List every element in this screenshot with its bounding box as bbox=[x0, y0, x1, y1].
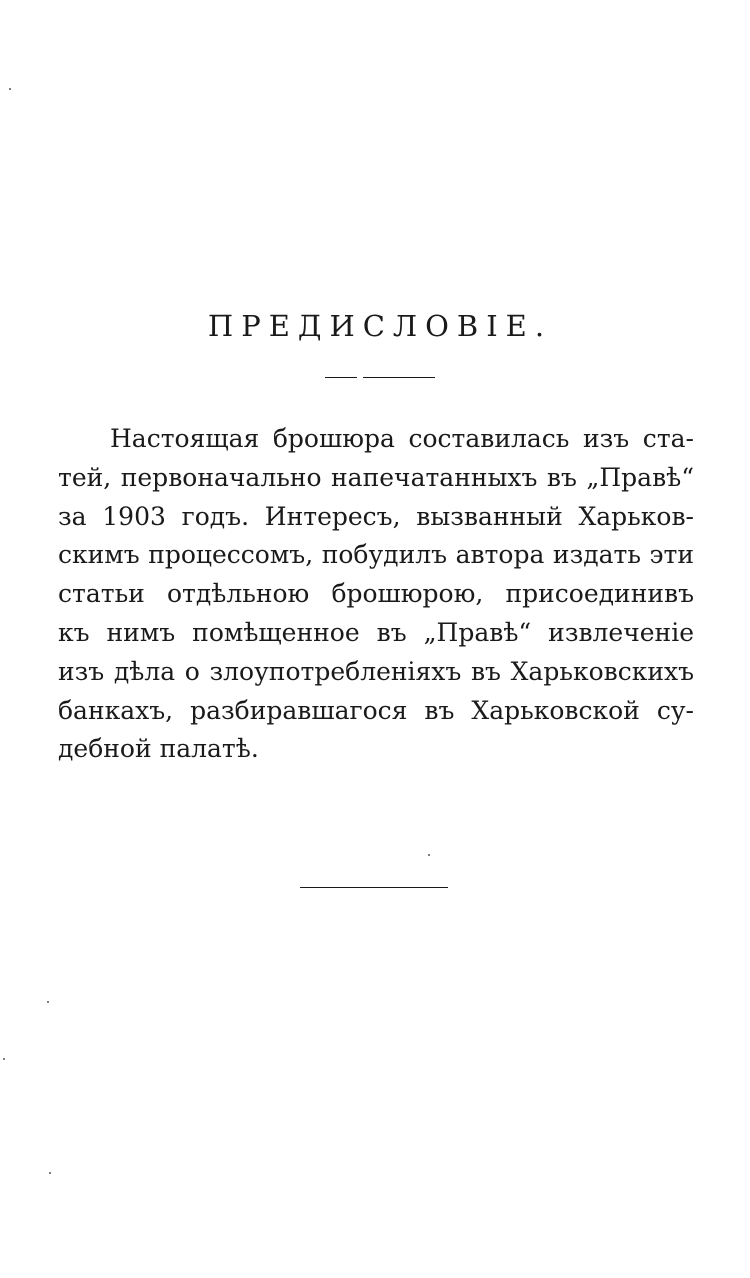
scan-speck bbox=[9, 88, 11, 90]
end-divider bbox=[300, 887, 448, 888]
title-divider-gap bbox=[357, 375, 363, 380]
scan-speck bbox=[3, 1058, 5, 1060]
text-line-2: тей, первоначально напечатанныхъ въ „Правѣ“ bbox=[58, 462, 694, 492]
scan-speck bbox=[428, 854, 430, 856]
text-line-8: банкахъ, разбиравшагося въ Харьковской су- bbox=[58, 695, 694, 725]
text-line-6: къ нимъ помѣщенное въ „Правѣ“ извлеченіе bbox=[58, 617, 694, 647]
scan-speck bbox=[47, 1001, 49, 1003]
page-title: ПРЕДИСЛОВІЕ. bbox=[207, 309, 553, 343]
text-line-3: за 1903 годъ. Интересъ, вызванный Харьков- bbox=[58, 501, 694, 531]
preface-text bbox=[58, 420, 694, 769]
scan-speck bbox=[49, 1172, 51, 1174]
text-line-4: скимъ процессомъ, побудилъ автора издать эти bbox=[58, 540, 694, 570]
text-line-7: изъ дѣла о злоупотребленіяхъ въ Харьковскихъ bbox=[58, 656, 694, 686]
text-line-9: дебной палатѣ. bbox=[58, 734, 259, 764]
text-line-1: Настоящая брошюра составилась изъ ста- bbox=[110, 424, 694, 453]
text-line-5: статьи отдѣльною брошюрою, присоединивъ bbox=[58, 579, 694, 609]
title-divider bbox=[325, 377, 435, 378]
